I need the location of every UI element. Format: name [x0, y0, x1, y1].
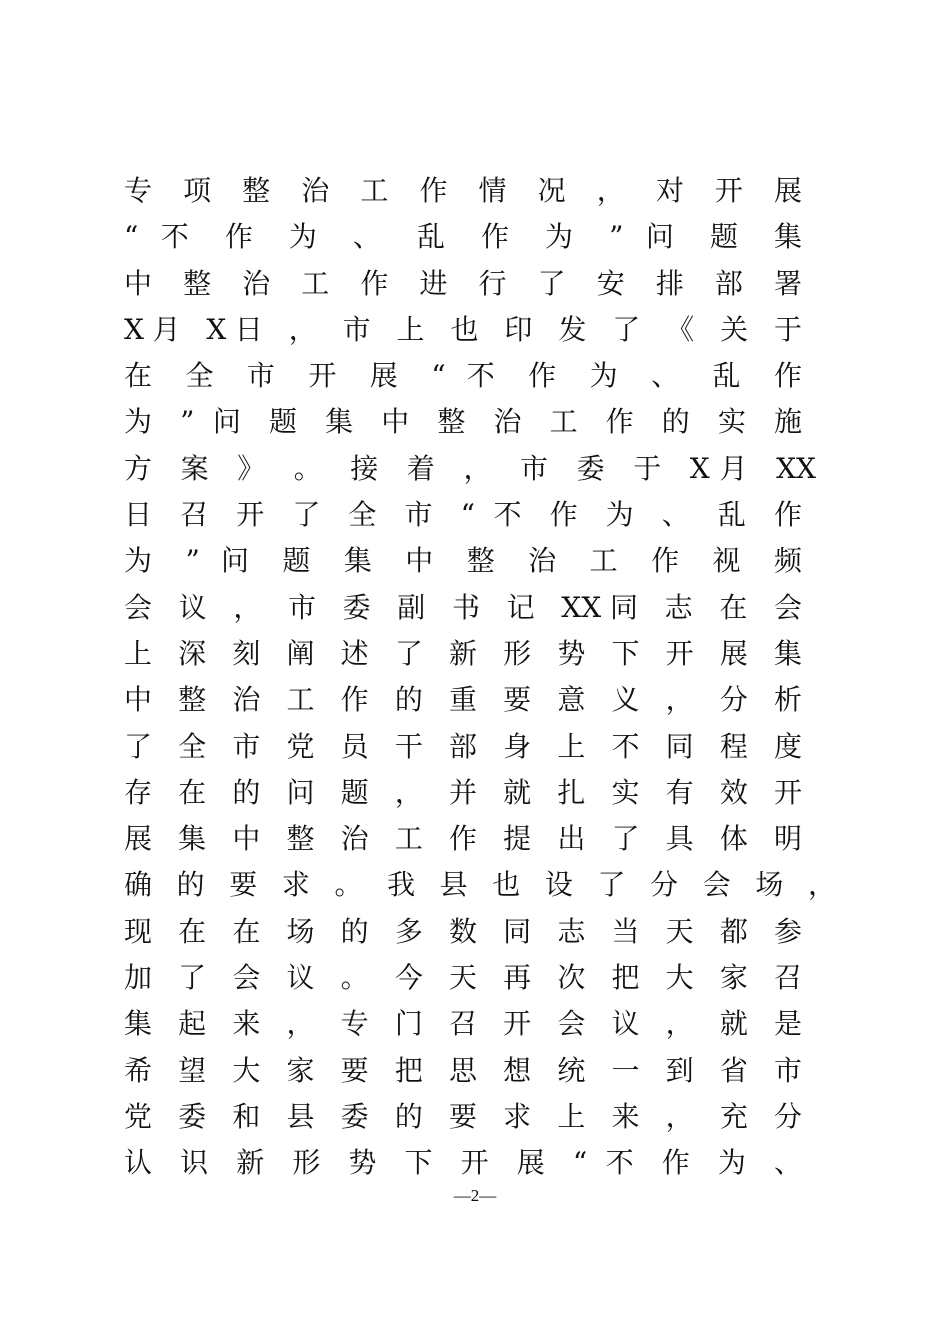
text-line-13: 了 全 市 党 员 干 部 身 上 不 同 程 度 — [124, 729, 802, 763]
text-line-8: 日 召 开 了 全 市 “ 不 作 为 、 乱 作 — [124, 498, 802, 532]
text-line-4: X月 X日 ， 市 上 也 印 发 了 《 关 于 — [124, 312, 802, 346]
text-line-18: 加 了 会 议 。 今 天 再 次 把 大 家 召 — [124, 961, 802, 995]
text-line-3: 中 整 治 工 作 进 行 了 安 排 部 署 — [124, 266, 802, 300]
text-line-20: 希 望 大 家 要 把 思 想 统 一 到 省 市 — [124, 1053, 802, 1087]
text-line-2: “ 不 作 为 、 乱 作 为 ” 问 题 集 — [124, 220, 802, 254]
text-line-6: 为 ” 问 题 集 中 整 治 工 作 的 实 施 — [124, 405, 802, 439]
text-line-9: 为 ” 问 题 集 中 整 治 工 作 视 频 — [124, 544, 802, 578]
text-line-15: 展 集 中 整 治 工 作 提 出 了 具 体 明 — [124, 822, 802, 856]
body-text — [124, 168, 844, 1187]
text-line-21: 党 委 和 县 委 的 要 求 上 来 ， 充 分 — [124, 1099, 802, 1133]
text-line-14: 存 在 的 问 题 ， 并 就 扎 实 有 效 开 — [124, 775, 802, 809]
text-line-5: 在 全 市 开 展 “ 不 作 为 、 乱 作 — [124, 359, 802, 393]
text-line-12: 中 整 治 工 作 的 重 要 意 义 ， 分 析 — [124, 683, 802, 717]
text-line-11: 上 深 刻 阐 述 了 新 形 势 下 开 展 集 — [124, 636, 802, 670]
text-line-19: 集 起 来 ， 专 门 召 开 会 议 ， 就 是 — [124, 1007, 802, 1041]
text-line-7: 方 案 》 。 接 着 ， 市 委 于 X月 XX — [124, 451, 816, 485]
text-line-17: 现 在 在 场 的 多 数 同 志 当 天 都 参 — [124, 914, 802, 948]
text-line-1: 专 项 整 治 工 作 情 况 ， 对 开 展 — [124, 174, 802, 207]
text-line-22: 认 识 新 形 势 下 开 展 “ 不 作 为 、 — [124, 1146, 802, 1180]
page-number: —2— — [453, 1186, 497, 1205]
text-line-10: 会 议 ， 市 委 副 书 记 XX同 志 在 会 — [124, 590, 802, 624]
text-line-16: 确 的 要 求 。 我 县 也 设 了 分 会 场 ， — [124, 868, 836, 902]
